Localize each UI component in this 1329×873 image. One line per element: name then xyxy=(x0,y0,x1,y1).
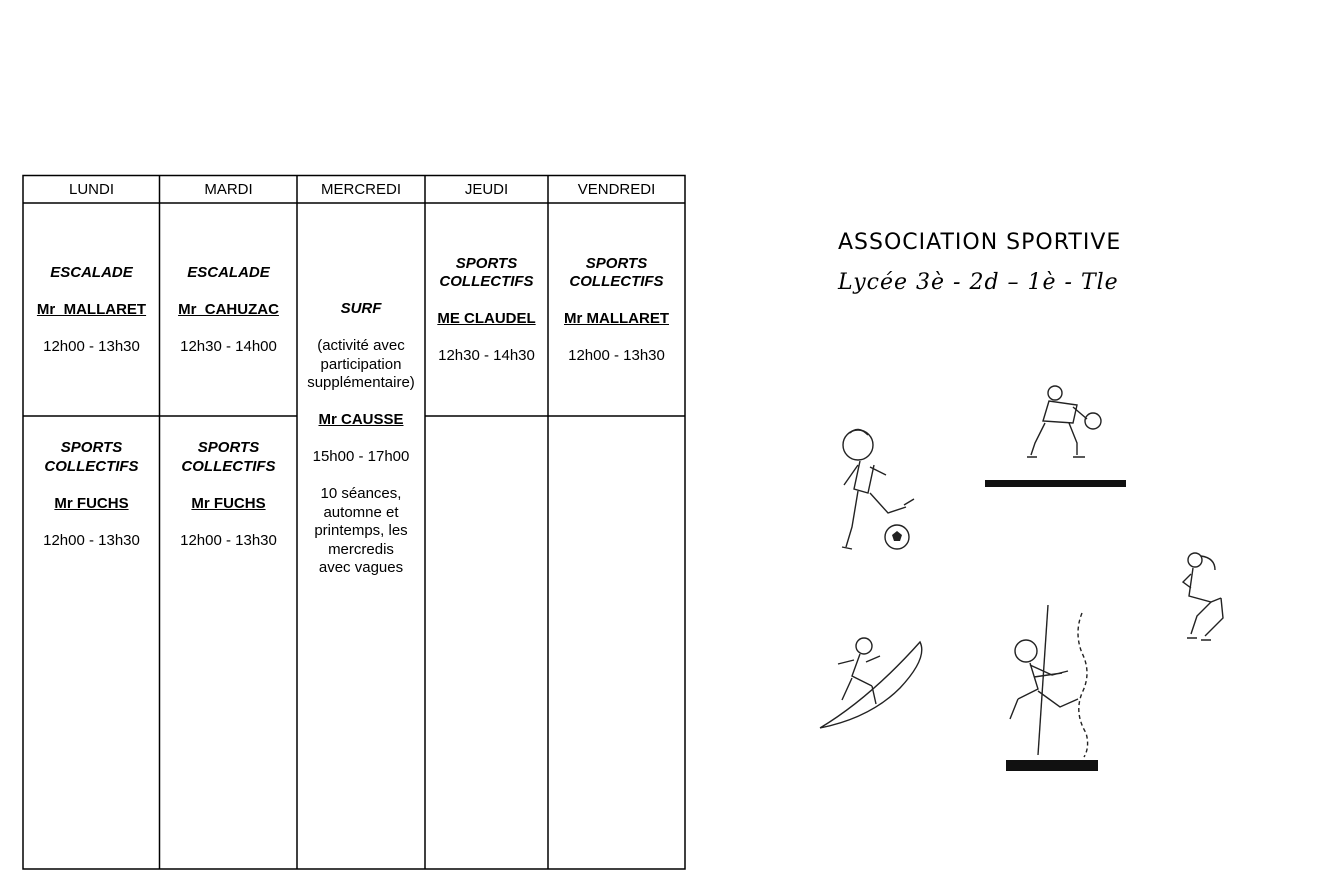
cell-jeudi-sports xyxy=(425,204,548,416)
activity-label: COLLECTIFS xyxy=(44,457,139,475)
time-slot: 12h00 - 13h30 xyxy=(568,347,665,364)
header-vendredi: VENDREDI xyxy=(577,181,656,198)
cell-lundi-escalade xyxy=(23,204,160,416)
details-line: avec vagues xyxy=(318,559,404,576)
cell-mercredi-surf xyxy=(297,300,425,578)
time-slot: 12h00 - 13h30 xyxy=(43,531,140,549)
title-association: ASSOCIATION SPORTIVE xyxy=(838,230,1122,255)
teacher-name: Mr CAHUZAC xyxy=(178,300,279,318)
details-line: automne et xyxy=(323,503,399,521)
basketball-player-icon xyxy=(1025,383,1110,463)
cell-vendredi-sports xyxy=(548,204,685,416)
teacher-name: ME CLAUDEL xyxy=(437,310,536,327)
title-levels: Lycée 3è - 2d – 1è - Tle xyxy=(838,270,1119,295)
teacher-name: Mr MALLARET xyxy=(36,300,147,318)
teacher-name: Mr FUCHS xyxy=(191,494,266,512)
activity-label: COLLECTIFS xyxy=(569,273,664,290)
activity-label: SPORTS xyxy=(197,439,260,456)
soccer-player-icon xyxy=(830,425,940,560)
teacher-name: Mr FUCHS xyxy=(54,494,129,512)
surfer-icon xyxy=(818,632,928,732)
cell-mardi-sports xyxy=(160,439,297,550)
stock-watermark-bar xyxy=(1006,760,1098,771)
activity-label: SPORTS xyxy=(60,439,123,456)
teacher-name: Mr CAUSSE xyxy=(318,411,404,428)
header-lundi: LUNDI xyxy=(68,181,114,198)
activity-label: COLLECTIFS xyxy=(181,457,276,475)
time-slot: 15h00 - 17h00 xyxy=(312,448,410,465)
jumping-athlete-icon xyxy=(1175,548,1230,648)
activity-label: ESCALADE xyxy=(187,263,270,281)
activity-label: SPORTS xyxy=(455,254,518,272)
teacher-name: Mr MALLARET xyxy=(564,310,669,327)
header-mardi: MARDI xyxy=(204,181,253,198)
activity-label: SPORTS xyxy=(585,254,648,272)
activity-label: SURF xyxy=(340,300,382,317)
note-line: participation xyxy=(320,355,402,373)
cell-lundi-sports xyxy=(23,439,160,550)
header-mercredi: MERCREDI xyxy=(320,181,401,198)
time-slot: 12h30 - 14h00 xyxy=(180,337,277,355)
climber-icon xyxy=(1000,603,1105,758)
cell-mardi-escalade xyxy=(160,204,297,416)
details-line: 10 séances, xyxy=(320,485,402,502)
details-line: printemps, les xyxy=(314,522,408,539)
note-line: (activité avec xyxy=(317,337,405,354)
stock-watermark-bar xyxy=(985,480,1126,487)
details-line: mercredis xyxy=(328,540,394,558)
note-line: supplémentaire) xyxy=(307,374,415,391)
activity-label: COLLECTIFS xyxy=(439,273,534,290)
header-jeudi: JEUDI xyxy=(464,181,509,198)
time-slot: 12h30 - 14h30 xyxy=(438,347,535,364)
time-slot: 12h00 - 13h30 xyxy=(43,337,140,355)
activity-label: ESCALADE xyxy=(50,263,133,281)
time-slot: 12h00 - 13h30 xyxy=(180,531,277,549)
